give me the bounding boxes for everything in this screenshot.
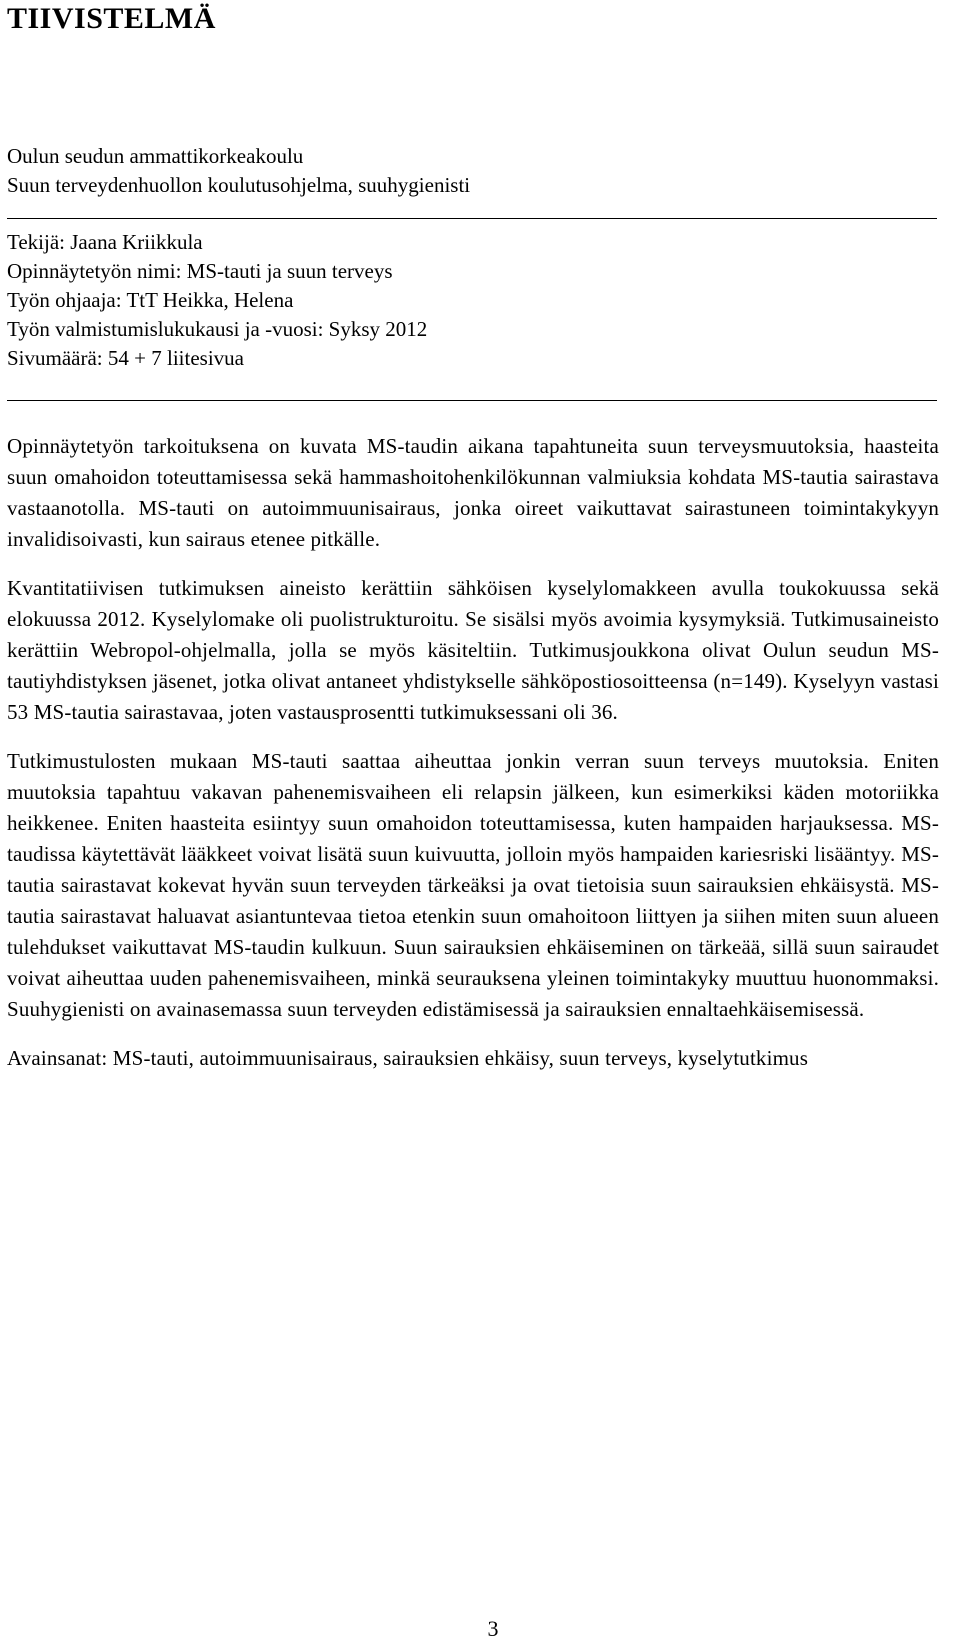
programme: Suun terveydenhuollon koulutusohjelma, suuhygienisti [7, 173, 471, 197]
completion-term: Työn valmistumislukukausi ja -vuosi: Syksy 2012 [7, 317, 428, 341]
abstract-paragraph-purpose: Opinnäytetyön tarkoituksena on kuvata MS-taudin aikana tapahtuneita suun terveysmuutoksia, haasteita suun omahoidon toteuttamisessa sekä hammashoitohenkilökunnan valmiuksia kohdata MS-tautia sairastava vastaanotolla. MS-tauti on autoimmuunisairaus, jonka oireet vaikuttavat sairastuneen toimintakykyyn invalidisoivasti, kun sairaus etenee pitkälle. [7, 434, 939, 551]
supervisor: Työn ohjaaja: TtT Heikka, Helena [7, 288, 294, 312]
divider-bottom [7, 400, 937, 401]
institution: Oulun seudun ammattikorkeakoulu [7, 144, 304, 168]
page-title: TIIVISTELMÄ [7, 2, 216, 35]
thesis-title: Opinnäytetyön nimi: MS-tauti ja suun terveys [7, 259, 393, 283]
page-number: 3 [487, 1616, 499, 1641]
abstract-paragraph-results: Tutkimustulosten mukaan MS-tauti saattaa aiheuttaa jonkin verran suun terveys muutoksia. Eniten muutoksia tapahtuu vakavan pahenemisvaiheen eli relapsin jälkeen, kun esimerkiksi käden motoriikka heikkenee. Eniten haasteita esiintyy suun omahoidon toteuttamisessa, kuten hampaiden harjauksessa. MS-taudissa käytettävät lääkkeet voivat lisätä suun kuivuutta, jolloin myös hampaiden kariesriski lisääntyy. MS-tautia sairastavat kokevat hyvän suun terveyden tärkeäksi ja ovat tietoisia suun sairauksien ehkäisystä. MS-tautia sairastavat haluavat asiantuntevaa tietoa etenkin suun omahoitoon liittyen ja siihen miten suun alueen tulehdukset vaikuttavat MS-taudin kulkuun. Suun sairauksien ehkäiseminen on tärkeää, sillä suun sairaudet voivat aiheuttaa uuden pahenemisvaiheen, minkä seurauksena yleinen toimintakyky muuttuu huonommaksi. Suuhygienisti on avainasemassa suun terveyden edistämisessä ja sairauksien ennaltaehkäisemisessä. [7, 749, 939, 1021]
author: Tekijä: Jaana Kriikkula [7, 230, 203, 254]
abstract-body [7, 431, 939, 1092]
divider-top [7, 218, 937, 219]
abstract-paragraph-method: Kvantitatiivisen tutkimuksen aineisto kerättiin sähköisen kyselylomakkeen avulla toukokuussa sekä elokuussa 2012. Kyselylomake oli puolistrukturoitu. Se sisälsi myös avoimia kysymyksiä. Tutkimusaineisto kerättiin Webropol-ohjelmalla, jolla se myös käsiteltiin. Tutkimusjoukkona olivat Oulun seudun MS-tautiyhdistyksen jäsenet, jotka olivat antaneet yhdistykselle sähköpostiosoitteensa (n=149). Kyselyyn vastasi 53 MS-tautia sairastavaa, joten vastausprosentti tutkimuksessani oli 36. [7, 576, 939, 724]
keywords: Avainsanat: MS-tauti, autoimmuunisairaus, sairauksien ehkäisy, suun terveys, kyselytutkimus [7, 1046, 809, 1070]
page-count: Sivumäärä: 54 + 7 liitesivua [7, 346, 244, 370]
